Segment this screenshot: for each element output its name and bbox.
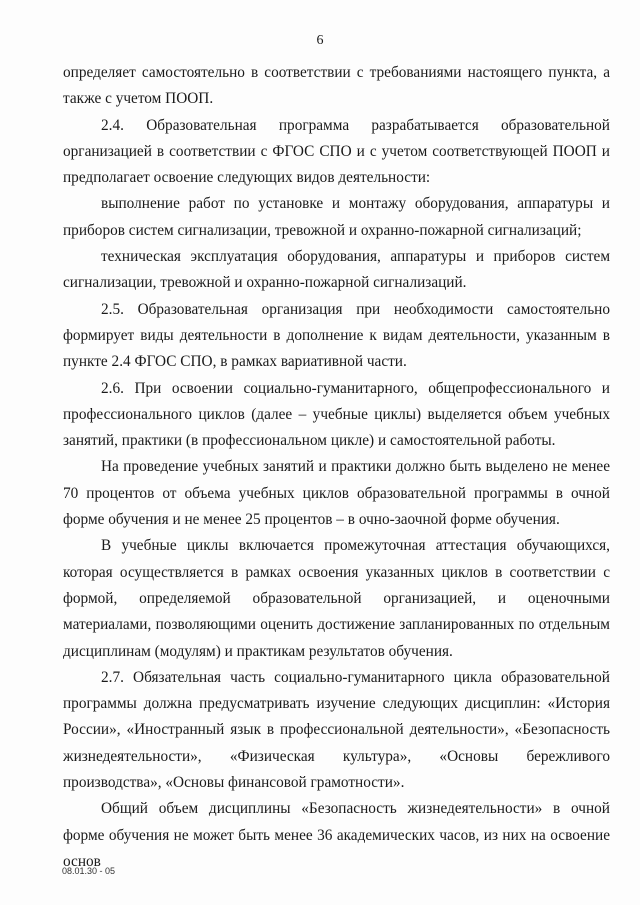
paragraph-continuation: определяет самостоятельно в соответствии с требованиями настоящего пункта, а также с учетом ПООП.	[63, 64, 610, 108]
paragraph-2-6: 2.6. При освоении социально-гуманитарного, общепрофессионального и профессионального циклов (далее – учебные циклы) выделяется объем учебных занятий, практики (в профессиональном цикле) и самостоятельной работы.	[63, 379, 610, 450]
page-number: 6	[316, 33, 324, 48]
paragraph-2-7: 2.7. Обязательная часть социально-гуманитарного цикла образовательной программы должна предусматривать изучение следующих дисциплин: «История России», «Иностранный язык в профессиональной деятельности», «Безопасность жизнедеятельности», «Физическая культура», «Основы бережливого производства», «Основы финансовой грамотности».	[63, 668, 610, 792]
document-body	[63, 60, 610, 875]
paragraph-activity-operation: техническая эксплуатация оборудования, аппаратуры и приборов систем сигнализации, тревожной и охранно-пожарной сигнализаций.	[63, 248, 610, 292]
paragraph-life-safety-volume: Общий объем дисциплины «Безопасность жизнедеятельности» в очной форме обучения не может быть менее 36 академических часов, из них на освоение основ	[63, 800, 610, 870]
paragraph-intermediate-attestation: В учебные циклы включается промежуточная аттестация обучающихся, которая осуществляется в рамках освоения указанных циклов в соответствии с формой, определяемой образовательной организацией, и оценочными материалами, позволяющими оценить достижение запланированных по отдельным дисциплинам (модулям) и практикам результатов обучения.	[63, 537, 610, 660]
footer-document-code: 08.01.30 - 05	[62, 866, 116, 876]
paragraph-activity-installation: выполнение работ по установке и монтажу оборудования, аппаратуры и приборов систем сигнализации, тревожной и охранно-пожарной сигнализаций;	[63, 195, 610, 239]
paragraph-practice-share: На проведение учебных занятий и практики должно быть выделено не менее 70 процентов от объема учебных циклов образовательной программы в очной форме обучения и не менее 25 процентов – в очно-заочной форме обучения.	[63, 458, 610, 529]
paragraph-2-5: 2.5. Образовательная организация при необходимости самостоятельно формирует виды деятельности в дополнение к видам деятельности, указанным в пункте 2.4 ФГОС СПО, в рамках вариативной части.	[63, 300, 610, 371]
paragraph-2-4: 2.4. Образовательная программа разрабатывается образовательной организацией в соответствии с ФГОС СПО и с учетом соответствующей ПООП и предполагает освоение следующих видов деятельности:	[63, 116, 610, 187]
